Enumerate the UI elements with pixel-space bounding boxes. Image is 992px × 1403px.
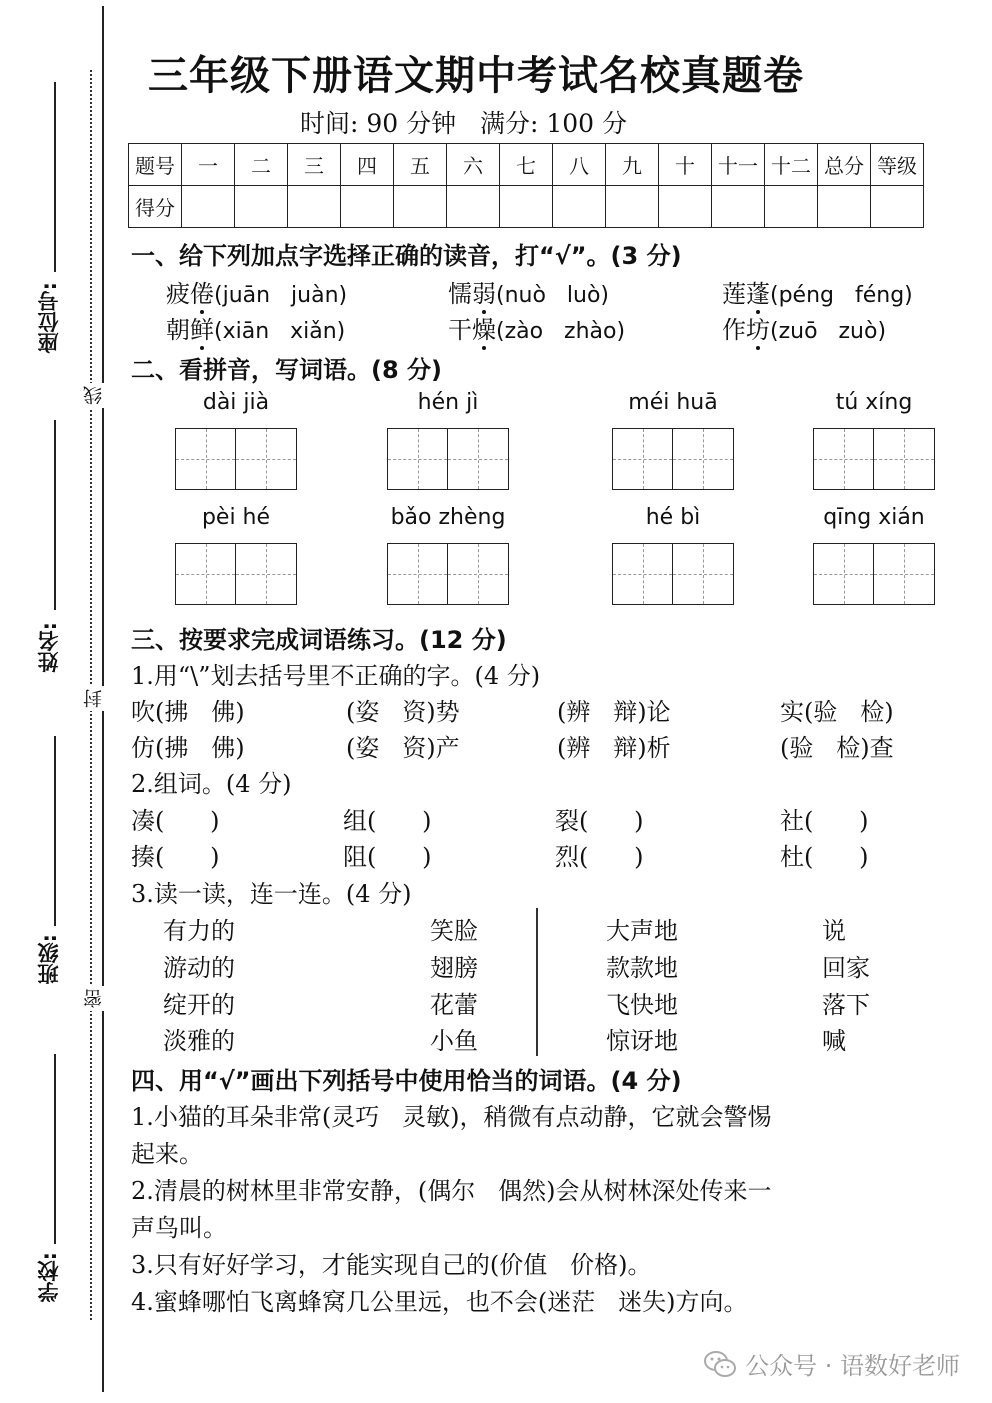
score-blank[interactable] (818, 186, 871, 228)
q1-dotted-char: 坊 (746, 316, 770, 344)
q1-char: 朝 (166, 316, 190, 344)
q4-sentence-cont: 起来。 (131, 1140, 203, 1168)
match-item[interactable]: 小鱼 (430, 1027, 478, 1055)
q3-sub1-title: 1.用“\”划去括号里不正确的字。(4 分) (131, 662, 541, 690)
q4-heading: 四、用“√”画出下列括号中使用恰当的词语。(4 分) (131, 1067, 682, 1095)
q1-item (722, 310, 886, 345)
tianzige-box[interactable] (175, 543, 297, 605)
q1-options[interactable]: (zào zhào) (496, 319, 626, 344)
pinyin-label: dài jià (202, 390, 270, 415)
tianzige-box[interactable] (813, 428, 935, 490)
score-cell: 得分 (129, 186, 182, 228)
score-cell: 等级 (871, 144, 924, 186)
score-cell: 五 (394, 144, 447, 186)
q1-char: 莲 (722, 280, 746, 308)
tianzige-box[interactable] (612, 543, 734, 605)
watermark-text: 公众号 · 语数好老师 (745, 1352, 960, 1380)
q3-word-blank[interactable]: 凑( ) (131, 807, 220, 835)
pinyin-label: tú xíng (835, 390, 913, 415)
score-cell: 二 (235, 144, 288, 186)
score-blank[interactable] (288, 186, 341, 228)
score-cell: 四 (341, 144, 394, 186)
class-rule (54, 736, 56, 926)
match-item[interactable]: 淡雅的 (163, 1027, 235, 1055)
score-cell: 题号 (129, 144, 182, 186)
q3-choice[interactable]: (姿 资)势 (346, 698, 460, 726)
score-blank[interactable] (659, 186, 712, 228)
q3-sub3-title: 3.读一读，连一连。(4 分) (131, 880, 412, 908)
match-item[interactable]: 说 (822, 917, 846, 945)
score-blank[interactable] (765, 186, 818, 228)
score-blank[interactable] (606, 186, 659, 228)
q4-sentence[interactable]: 4.蜜蜂哪怕飞离蜂窝几公里远，也不会(迷茫 迷失)方向。 (131, 1288, 748, 1316)
tianzige-box[interactable] (175, 428, 297, 490)
pinyin-label: hén jì (417, 390, 479, 415)
score-value-row (129, 186, 924, 228)
q4-sentence[interactable]: 2.清晨的树林里非常安静，(偶尔 偶然)会从树林深处传来一 (131, 1177, 772, 1205)
q4-sentence-cont: 声鸟叫。 (131, 1214, 227, 1242)
score-cell: 十一 (712, 144, 765, 186)
seat-label: 座位号: (37, 282, 61, 354)
school-label: 学校: (37, 1252, 61, 1303)
q3-choice[interactable]: 实(验 检) (780, 698, 894, 726)
score-table (128, 143, 924, 228)
q3-sub2-title: 2.组词。(4 分) (131, 770, 292, 798)
q3-word-blank[interactable]: 裂( ) (555, 807, 644, 835)
tianzige-box[interactable] (612, 428, 734, 490)
match-item[interactable]: 喊 (822, 1027, 846, 1055)
match-item[interactable]: 落下 (822, 991, 870, 1019)
match-item[interactable]: 惊讶地 (606, 1027, 678, 1055)
match-item[interactable]: 笑脸 (430, 917, 478, 945)
watermark (703, 1346, 960, 1381)
q1-item (448, 310, 625, 345)
q1-options[interactable]: (juān juàn) (214, 283, 348, 308)
q4-sentence[interactable]: 3.只有好好学习，才能实现自己的(价值 价格)。 (131, 1251, 652, 1279)
pinyin-label: bǎo zhèng (390, 505, 506, 530)
exam-meta: 时间: 90 分钟 满分: 100 分 (300, 109, 628, 138)
score-blank[interactable] (394, 186, 447, 228)
q3-heading: 三、按要求完成词语练习。(12 分) (131, 626, 507, 654)
score-blank[interactable] (500, 186, 553, 228)
q3-choice[interactable]: 吹(拂 佛) (131, 698, 245, 726)
q1-dotted-char: 倦 (190, 280, 214, 308)
match-item[interactable]: 绽开的 (163, 991, 235, 1019)
q1-item (166, 274, 347, 309)
score-blank[interactable] (447, 186, 500, 228)
seat-rule (54, 82, 56, 272)
q3-word-blank[interactable]: 揍( ) (131, 843, 220, 871)
q4-sentence[interactable]: 1.小猫的耳朵非常(灵巧 灵敏)，稍微有点动静，它就会警惕 (131, 1103, 772, 1131)
q1-char: 作 (722, 316, 746, 344)
pinyin-label: pèi hé (201, 505, 271, 530)
q2-heading: 二、看拼音，写词语。(8 分) (131, 356, 442, 384)
q3-choice[interactable]: (辨 辩)论 (557, 698, 671, 726)
q3-word-blank[interactable]: 组( ) (343, 807, 432, 835)
name-rule (54, 420, 56, 610)
tianzige-box[interactable] (813, 543, 935, 605)
q3-choice[interactable]: (验 检)查 (780, 734, 894, 762)
score-header-row (129, 144, 924, 186)
class-label: 班级: (37, 934, 61, 985)
school-rule (54, 1054, 56, 1244)
match-item[interactable]: 飞快地 (606, 991, 678, 1019)
score-blank[interactable] (341, 186, 394, 228)
q1-heading: 一、给下列加点字选择正确的读音，打“√”。(3 分) (131, 242, 682, 270)
score-blank[interactable] (235, 186, 288, 228)
q1-item (166, 310, 345, 345)
match-divider (536, 908, 538, 1056)
score-cell: 六 (447, 144, 500, 186)
score-cell: 八 (553, 144, 606, 186)
q3-choice[interactable]: 仿(拂 佛) (131, 734, 245, 762)
q1-dotted-char: 弱 (472, 280, 496, 308)
q1-options[interactable]: (xiān xiǎn) (214, 319, 346, 344)
match-item[interactable]: 游动的 (163, 954, 235, 982)
q1-item (722, 274, 913, 309)
q1-char: 干 (448, 316, 472, 344)
q1-dotted-char: 鲜 (190, 316, 214, 344)
score-cell: 十 (659, 144, 712, 186)
pinyin-label: méi huā (628, 390, 718, 415)
pinyin-label: qīng xián (823, 505, 925, 530)
score-cell: 一 (182, 144, 235, 186)
q1-options[interactable]: (zuō zuò) (770, 319, 887, 344)
match-item[interactable]: 款款地 (606, 954, 678, 982)
score-blank[interactable] (712, 186, 765, 228)
match-item[interactable]: 花蕾 (430, 991, 478, 1019)
tianzige-box[interactable] (387, 428, 509, 490)
score-blank[interactable] (553, 186, 606, 228)
score-blank[interactable] (182, 186, 235, 228)
page-title: 三年级下册语文期中考试名校真题卷 (148, 53, 804, 99)
score-cell: 七 (500, 144, 553, 186)
q3-word-blank[interactable]: 社( ) (780, 807, 869, 835)
score-cell: 总分 (818, 144, 871, 186)
score-blank[interactable] (871, 186, 924, 228)
match-item[interactable]: 回家 (822, 954, 870, 982)
q3-word-blank[interactable]: 阻( ) (343, 843, 432, 871)
match-item[interactable]: 翅膀 (430, 954, 478, 982)
q1-char: 疲 (166, 280, 190, 308)
pinyin-label: hé bì (645, 505, 701, 530)
q3-word-blank[interactable]: 杜( ) (780, 843, 869, 871)
name-label: 姓名: (37, 622, 61, 673)
tianzige-box[interactable] (387, 543, 509, 605)
q3-word-blank[interactable]: 烈( ) (555, 843, 644, 871)
match-item[interactable]: 有力的 (163, 917, 235, 945)
score-cell: 三 (288, 144, 341, 186)
q1-options[interactable]: (nuò luò) (496, 283, 610, 308)
match-item[interactable]: 大声地 (606, 917, 678, 945)
q1-char: 懦 (448, 280, 472, 308)
q1-item (448, 274, 609, 309)
q3-choice[interactable]: (姿 资)产 (346, 734, 460, 762)
q1-options[interactable]: (péng féng) (770, 283, 913, 308)
wechat-icon (703, 1350, 737, 1378)
q3-choice[interactable]: (辨 辩)析 (557, 734, 671, 762)
q1-dotted-char: 蓬 (746, 280, 770, 308)
cut-mark-feng: 封 (80, 686, 107, 711)
score-cell: 九 (606, 144, 659, 186)
score-cell: 十二 (765, 144, 818, 186)
cut-mark-mi: 密 (80, 986, 107, 1011)
q1-dotted-char: 燥 (472, 316, 496, 344)
cut-mark-xian: 线 (80, 383, 107, 408)
